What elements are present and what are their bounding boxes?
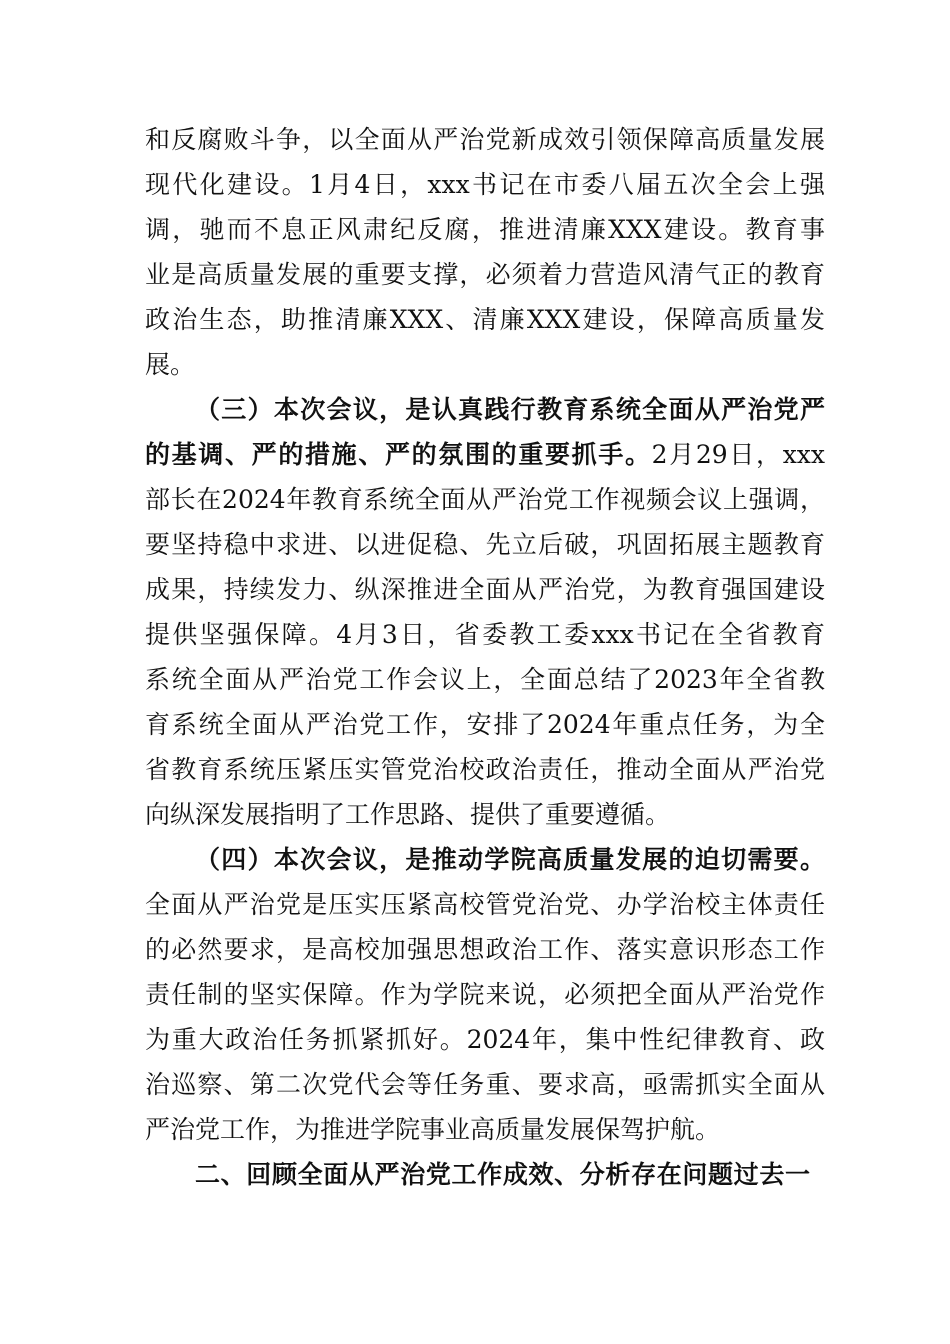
paragraph-text: 2月29日，xxx: [651, 440, 825, 469]
paragraph-line: 全面从严治党是压实压紧高校管党治党、办学治校主体责任: [145, 890, 825, 919]
paragraph-line: 向纵深发展指明了工作思路、提供了重要遵循。: [145, 800, 671, 829]
paragraph-line: 现代化建设。1月4日，xxx书记在市委八届五次全会上强: [145, 170, 825, 199]
paragraph-line: 为重大政治任务抓紧抓好。2024年，集中性纪律教育、政: [145, 1025, 825, 1054]
subsection-heading-3-continued: 的基调、严的措施、严的氛围的重要抓手。: [145, 440, 652, 469]
paragraph-line: 严治党工作，为推进学院事业高质量发展保驾护航。: [145, 1115, 721, 1144]
subsection-heading-4: （四）本次会议，是推动学院高质量发展的迫切需要。: [195, 845, 825, 874]
paragraph-line: 育系统全面从严治党工作，安排了2024年重点任务，为全: [145, 710, 825, 739]
paragraph-line: 提供坚强保障。4月3日，省委教工委xxx书记在全省教育: [145, 620, 825, 649]
paragraph-line: 展。: [145, 350, 196, 379]
paragraph-line: 系统全面从严治党工作会议上，全面总结了2023年全省教: [145, 665, 825, 694]
paragraph-line: 责任制的坚实保障。作为学院来说，必须把全面从严治党作: [145, 980, 825, 1009]
paragraph-line: 的必然要求，是高校加强思想政治工作、落实意识形态工作: [145, 935, 825, 964]
paragraph-line: 治巡察、第二次党代会等任务重、要求高，亟需抓实全面从: [145, 1070, 825, 1099]
paragraph-line: 政治生态，助推清廉XXX、清廉XXX建设，保障高质量发: [145, 305, 825, 334]
paragraph-line-mixed: [145, 433, 825, 477]
paragraph-line: 要坚持稳中求进、以进促稳、先立后破，巩固拓展主题教育: [145, 530, 825, 559]
paragraph-line: 调，驰而不息正风肃纪反腐，推进清廉XXX建设。教育事: [145, 215, 825, 244]
subsection-heading-3: （三）本次会议，是认真践行教育系统全面从严治党严: [195, 395, 825, 424]
paragraph-line: 成果，持续发力、纵深推进全面从严治党，为教育强国建设: [145, 575, 825, 604]
section-heading: 二、回顾全面从严治党工作成效、分析存在问题过去一: [195, 1160, 810, 1189]
paragraph-line: 省教育系统压紧压实管党治校政治责任，推动全面从严治党: [145, 755, 825, 784]
paragraph-line: 业是高质量发展的重要支撑，必须着力营造风清气正的教育: [145, 260, 825, 289]
paragraph-line: 和反腐败斗争，以全面从严治党新成效引领保障高质量发展: [145, 125, 825, 154]
paragraph-line: 部长在2024年教育系统全面从严治党工作视频会议上强调，: [145, 485, 825, 514]
